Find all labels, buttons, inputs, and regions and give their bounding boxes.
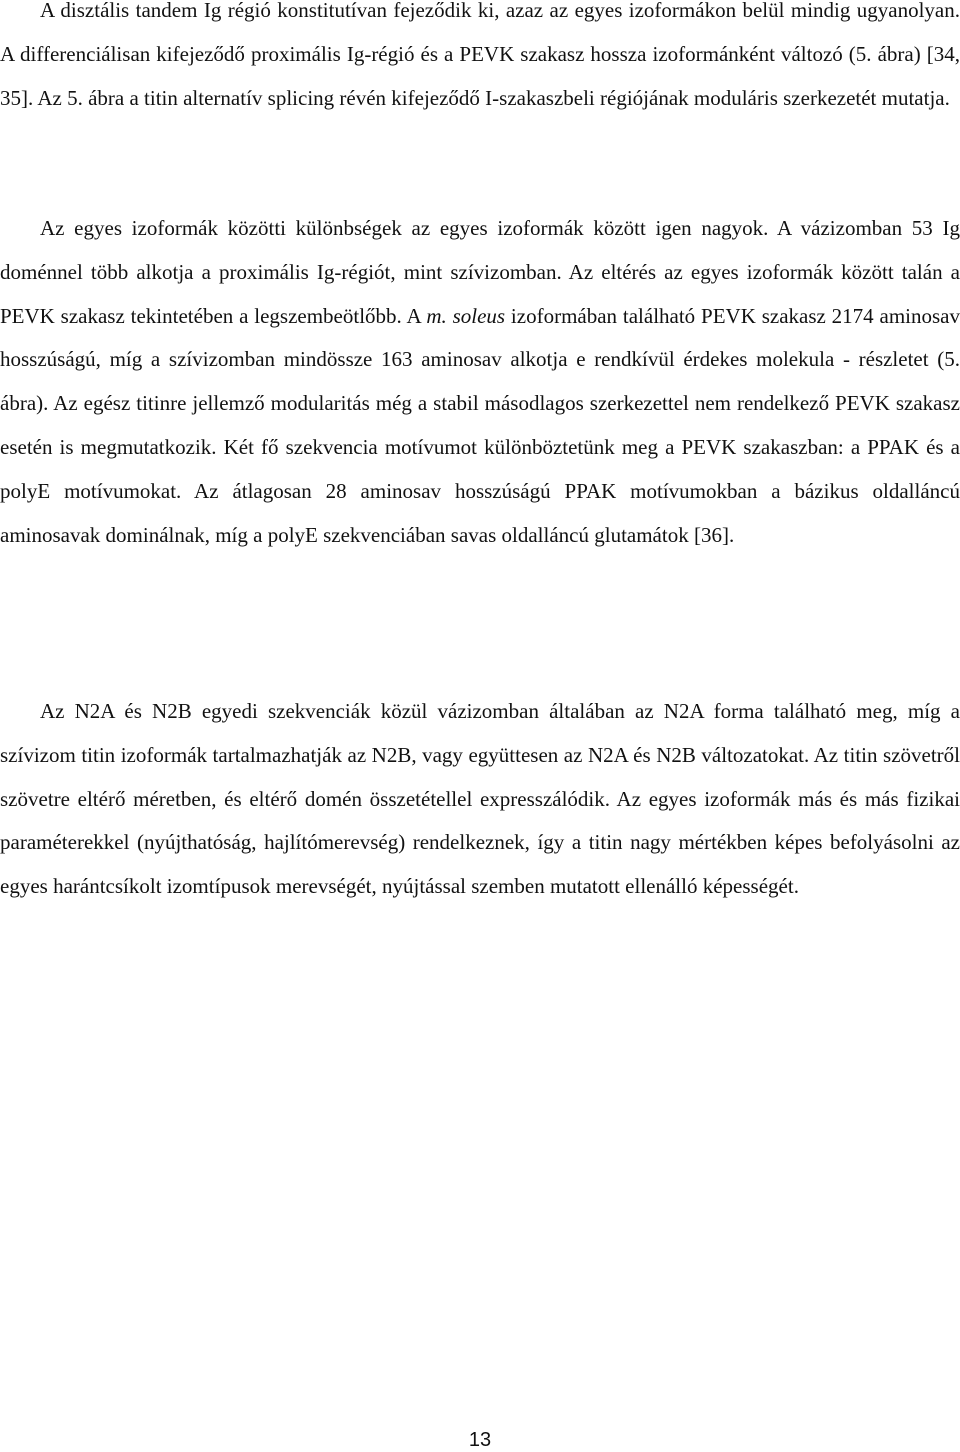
- paragraph-text: Az egyes izoformák közötti különbségek az egyes izoformák között igen nagyok. A vázizomban 53 Ig doménnel több alkotja a proximális Ig-régiót, mint szívizomban. Az eltérés az egyes izoformák között talán a PEVK szakasz tekintetében a legszembeötlőbb. A: [0, 216, 960, 328]
- paragraph-text: Az N2A és N2B egyedi szekvenciák közül vázizomban általában az N2A forma található meg, míg a szívizom titin izoformák tartalmazhatják az N2B, vagy együttesen az N2A és N2B változatokat. Az titin szövetről szövetre eltérő méretben, és eltérő domén összetétellel expresszálódik. Az egyes izoformák más és más fizikai paraméterekkel (nyújthatóság, hajlítómerevség) rendelkeznek, így a titin nagy mértékben képes befolyásolni az egyes harántcsíkolt izomtípusok merevségét, nyújtással szemben mutatott ellenálló képességét.: [0, 699, 960, 899]
- paragraph-text: izoformában található PEVK szakasz 2174 aminosav hosszúságú, míg a szívizomban mindössze 163 aminosav alkotja e rendkívül érdekes molekula - részletet (5. ábra). Az egész titinre jellemző modularitás még a stabil másodlagos szerkezettel nem rendelkező PEVK szakasz esetén is megmutatkozik. Két fő szekvencia motívumot különböztetünk meg a PEVK szakaszban: a PPAK és a polyE motívumokat. Az átlagosan 28 aminosav hosszúságú PPAK motívumokban a bázikus oldalláncú aminosavak dominálnak, míg a polyE szekvenciában savas oldalláncú glutamátok [36].: [0, 303, 960, 547]
- muscle-name-italic: m. soleus: [426, 303, 506, 328]
- page-number: 13: [468, 1429, 492, 1451]
- paragraph-isoform-differences: [0, 207, 960, 557]
- paragraph-titin-isoform-regions: [0, 0, 960, 120]
- paragraph-n2a-n2b-sequences: [0, 690, 960, 909]
- paragraph-text: A disztális tandem Ig régió konstitutívan fejeződik ki, azaz az egyes izoformákon belül mindig ugyanolyan. A differenciálisan kifejeződő proximális Ig-régió és a PEVK szakasz hossza izoformánként változó (5. ábra) [34, 35]. Az 5. ábra a titin alternatív splicing révén kifejeződő I-szakaszbeli régiójának moduláris szerkezetét mutatja.: [0, 0, 960, 110]
